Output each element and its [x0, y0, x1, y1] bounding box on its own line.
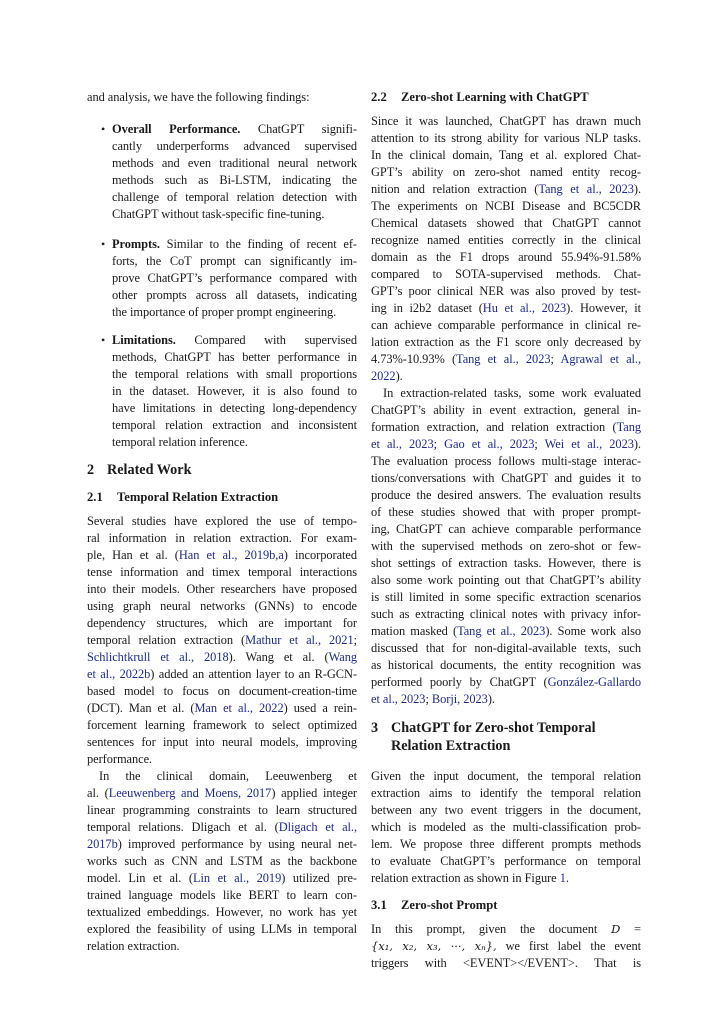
citation-link[interactable]: Wang [328, 650, 357, 664]
text-line: et al., 2023; Gao et al., 2023; Wei et al., 2023). [371, 437, 641, 451]
text-line: ple, Han et al. (Han et al., 2019b,a) incorporated [87, 548, 358, 562]
text-line: temporal relations. Dligach et al. (Dligach et al., [87, 820, 358, 834]
text-line: 4.73%-10.93% (Tang et al., 2023; Agrawal et al., [371, 352, 642, 366]
text-line: can achieve comparable performance in clinical re- [371, 318, 641, 332]
citation-link[interactable]: Mathur et al., 2021 [245, 633, 354, 647]
text-line: performance. [87, 752, 153, 766]
text-line: other prompts across all datasets, indicating [112, 288, 357, 302]
text-line: sentences for input into neural models, improving [87, 735, 357, 749]
text-line: model. Lin et al. (Lin et al., 2019) utilized pre- [87, 871, 357, 885]
bullet-icon: • [101, 237, 106, 251]
text-line: In the clinical domain, Tang et al. explored Chat- [371, 148, 641, 162]
text-line: which is modeled as the multi-classification prob- [371, 820, 641, 834]
figure-link[interactable]: 1 [559, 871, 566, 885]
text-line: domain as the F1 drops around 55.94%-91.58% [371, 250, 641, 264]
text-line: in the dataset. However, it is also found to [112, 384, 357, 398]
text-line: 2022). [371, 369, 403, 383]
text-line: relation extraction as shown in Figure 1. [371, 871, 569, 885]
text-line: Overall Performance. ChatGPT signifi- [112, 122, 357, 136]
citation-link[interactable]: 2022 [371, 369, 396, 383]
citation-link[interactable]: González-Gallardo [547, 675, 641, 689]
citation-link[interactable]: Han et al., 2019b,a [178, 548, 284, 562]
citation-link[interactable]: et al., 2023 [371, 692, 426, 706]
text-line: cantly underperforms advanced supervised [112, 139, 357, 153]
text-line: Chemical datasets showed that ChatGPT cannot [371, 216, 641, 230]
text-line: tense information and timex temporal interactions [87, 565, 357, 579]
section-heading-chatgpt-zero-shot-line2: Relation Extraction [391, 738, 511, 754]
text-line: et al., 2022b) added an attention layer to an R-GCN- [87, 667, 357, 681]
text-line: lation extraction as the F1 score only decreased by [371, 335, 641, 349]
citation-link[interactable]: Wei et al., 2023 [544, 437, 634, 451]
text-line: relation extraction. [87, 939, 180, 953]
text-line: discussed that for non-digital-available texts, such [371, 641, 641, 655]
text-line: compared to SOTA-supervised methods. Chat- [371, 267, 641, 281]
subsection-heading-zero-shot-prompt: 3.1 Zero-shot Prompt [371, 898, 498, 912]
text-line: lem. We propose three different prompts methods [371, 837, 641, 851]
text-line: produce the desired answers. The evaluation results [371, 488, 641, 502]
text-line: methods such as Bi-LSTM, indicating the [112, 173, 357, 187]
intro-line: and analysis, we have the following findings: [87, 90, 310, 104]
citation-link[interactable]: Man et al., 2022 [194, 701, 284, 715]
citation-link[interactable]: Dligach et al., [278, 820, 358, 834]
text-line: using graph neural networks (GNNs) to encode [87, 599, 357, 613]
text-line: temporal relation extraction (Mathur et al., 2021; [87, 633, 357, 647]
text-line: Prompts. Similar to the finding of recent ef- [112, 237, 357, 251]
subsection-heading-zero-shot-learning: 2.2 Zero-shot Learning with ChatGPT [371, 90, 589, 104]
text-line: GPT’s ability on zero-shot named entity recog- [371, 165, 641, 179]
citation-link[interactable]: Hu et al., 2023 [482, 301, 567, 315]
citation-link[interactable]: Gao et al., 2023 [444, 437, 535, 451]
text-line: The experiments on NCBI Disease and BC5CDR [371, 199, 641, 213]
text-line: between any two event triggers in the document, [371, 803, 641, 817]
text-line: challenge of temporal relation detection with [112, 190, 357, 204]
text-line: In the clinical domain, Leeuwenberg et [99, 769, 357, 783]
text-line: works such as CNN and LSTM as the backbone [87, 854, 357, 868]
text-line: formation extraction, and relation extraction (Tang [371, 420, 641, 434]
bullet-icon: • [101, 333, 106, 347]
citation-link[interactable]: Lin et al., 2019 [193, 871, 282, 885]
text-line: dependency structures, which are important for [87, 616, 357, 630]
citation-link[interactable]: Tang et al., 2023 [538, 182, 634, 196]
math-symbol: D [611, 922, 621, 936]
text-line: of these studies showed that with proper prompt- [371, 505, 641, 519]
section-heading-related-work: 2 Related Work [87, 462, 192, 478]
text-line: the temporal relations with small proportions [112, 367, 357, 381]
text-line: forcement learning framework to select optimized [87, 718, 357, 732]
citation-link[interactable]: Tang et al., 2023 [457, 624, 546, 638]
text-line: also some work pointing out that ChatGPT’s ability [371, 573, 641, 587]
citation-link[interactable]: Borji, 2023 [431, 692, 488, 706]
text-line: based model to focus on document-creation-time [87, 684, 357, 698]
text-line: temporal relation extraction and inconsistent [112, 418, 357, 432]
finding-title: Limitations. [112, 333, 176, 347]
citation-link[interactable]: et al., 2023 [371, 437, 434, 451]
text-line: methods and even traditional neural network [112, 156, 357, 170]
text-line: Several studies have explored the use of tempo- [87, 514, 357, 528]
text-line: ing, ChatGPT can achieve comparable performance [371, 522, 641, 536]
text-line: mation masked (Tang et al., 2023). Some work also [371, 624, 641, 638]
text-line: methods, ChatGPT has better performance in [112, 350, 357, 364]
text-line: attention to its strong ability for various NLP tasks. [371, 131, 641, 145]
text-line: al. (Leeuwenberg and Moens, 2017) applied integer [87, 786, 358, 800]
text-line: Schlichtkrull et al., 2018). Wang et al. (Wang [87, 650, 357, 664]
text-line: the importance of proper prompt engineering. [112, 305, 337, 319]
text-line: forts, the CoT prompt can significantly im- [112, 254, 357, 268]
text-line: into their models. Other researchers have proposed [87, 582, 357, 596]
text-line: ral information in relation extraction. For exam- [87, 531, 357, 545]
subsection-heading-temporal-relation-extraction: 2.1 Temporal Relation Extraction [87, 490, 279, 504]
text-line: recognize named entities correctly in the clinical [371, 233, 641, 247]
text-line: as historical documents, the entity recognition was [371, 658, 641, 672]
text-line: The evaluation process follows multi-stage interac- [371, 454, 641, 468]
text-line: et al., 2023; Borji, 2023). [371, 692, 495, 706]
citation-link[interactable]: et al., 2022b [87, 667, 151, 681]
text-line: 2017b) improved performance by using neural net- [87, 837, 357, 851]
citation-link[interactable]: Agrawal et al., [560, 352, 642, 366]
text-line: ChatGPT’s ability in event extraction, general in- [371, 403, 641, 417]
text-line: trained language models like BERT to learn con- [87, 888, 357, 902]
math-expression: {x₁, x₂, x₃, ···, xₙ}, [371, 939, 497, 953]
text-line: tions/conversations with ChatGPT and guides it to [371, 471, 641, 485]
text-line: such as extracting clinical notes with privacy infor- [371, 607, 641, 621]
text-line: extraction aims to identify the temporal relation [371, 786, 641, 800]
citation-link[interactable]: Tang [616, 420, 641, 434]
text-line: ChatGPT without task-specific fine-tuning. [112, 207, 325, 221]
text-line: ing in i2b2 dataset (Hu et al., 2023). However, it [371, 301, 641, 315]
text-line: In this prompt, given the document D = [371, 922, 641, 936]
bullet-icon: • [101, 122, 106, 136]
text-line: Since it was launched, ChatGPT has drawn much [371, 114, 641, 128]
text-line: triggers with <EVENT></EVENT>. That is [371, 956, 641, 970]
text-line: Limitations. Compared with supervised [112, 333, 357, 347]
text-line: nition and relation extraction (Tang et al., 2023). [371, 182, 641, 196]
citation-link[interactable]: Tang et al., 2023 [456, 352, 551, 366]
citation-link[interactable]: Schlichtkrull et al., 2018 [87, 650, 229, 664]
citation-link[interactable]: 2017b [87, 837, 118, 851]
text-line: GPT’s poor clinical NER was also proved by test- [371, 284, 641, 298]
text-line: (DCT). Man et al. (Man et al., 2022) used a rein- [87, 701, 357, 715]
text-line: linear programming constraints to learn structured [87, 803, 357, 817]
text-line: with the supervised methods on zero-shot or few- [371, 539, 641, 553]
text-line: performed poorly by ChatGPT (González-Gallardo [371, 675, 641, 689]
text-line: textualized embeddings. However, no work has yet [87, 905, 357, 919]
text-line: to evaluate ChatGPT’s performance on temporal [371, 854, 641, 868]
text-line: prove ChatGPT’s performance compared with [112, 271, 357, 285]
text-line: temporal relation inference. [112, 435, 248, 449]
text-line: is still limited in some specific extraction scenarios [371, 590, 641, 604]
text-line: have limitations in detecting long-dependency [112, 401, 357, 415]
text-line: {x₁, x₂, x₃, ···, xₙ}, we first label the event [371, 939, 641, 953]
citation-link[interactable]: Leeuwenberg and Moens, 2017 [108, 786, 272, 800]
text-line: In extraction-related tasks, some work evaluated [383, 386, 641, 400]
section-heading-chatgpt-zero-shot: 3 ChatGPT for Zero-shot Temporal [371, 720, 596, 736]
text-line: explored the feasibility of using LLMs in temporal [87, 922, 357, 936]
finding-title: Prompts. [112, 237, 160, 251]
finding-title: Overall Performance. [112, 122, 241, 136]
text-line: Given the input document, the temporal relation [371, 769, 641, 783]
text-line: shot settings of extraction tasks. However, there is [371, 556, 641, 570]
